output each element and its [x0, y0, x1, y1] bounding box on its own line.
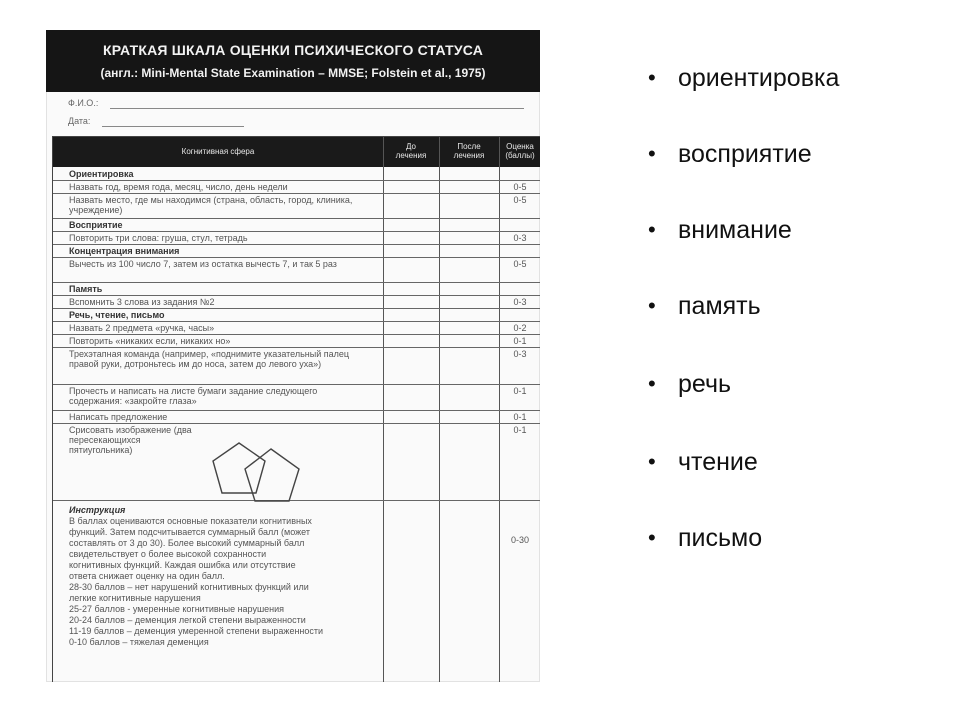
- bullet-item: [648, 442, 948, 482]
- row-score: 0-5: [513, 195, 527, 205]
- row-text: Вспомнить 3 слова из задания №2: [69, 297, 215, 307]
- table-row: [53, 411, 540, 424]
- instruction-line: функций. Затем подсчитывается суммарный балл (может: [69, 527, 310, 537]
- instruction-line: 11-19 баллов – деменция умеренной степени выраженности: [69, 626, 324, 636]
- instruction-line: когнитивных функций. Каждая ошибка или отсутствие: [69, 560, 296, 570]
- bullet-label: речь: [678, 370, 732, 398]
- row-score: 0-1: [513, 425, 527, 435]
- table-row: [53, 385, 540, 411]
- instruction-line: 20-24 баллов – деменция легкой степени выраженности: [69, 615, 306, 625]
- table-row: [53, 348, 540, 385]
- table-row: [53, 181, 540, 194]
- instruction-line: В баллах оцениваются основные показатели когнитивных: [69, 516, 312, 526]
- row-text: Память: [69, 284, 103, 294]
- instruction-block: [69, 505, 389, 648]
- instruction-line: составлять от 3 до 30). Более высокий суммарный балл: [69, 538, 305, 548]
- bullet-item: [648, 210, 948, 250]
- bullet-dot: •: [648, 65, 656, 90]
- row-text: Ориентировка: [69, 169, 134, 179]
- bullet-item: [648, 286, 948, 326]
- col-after-l1: После: [457, 142, 481, 151]
- pentagon-left: [213, 443, 265, 493]
- bullet-item: [648, 134, 948, 174]
- bullet-dot: •: [648, 449, 656, 474]
- row-text: Назвать год, время года, месяц, число, день недели: [69, 182, 288, 192]
- row-score: 0-3: [513, 297, 527, 307]
- table-row: [53, 296, 540, 309]
- table-row: [53, 322, 540, 335]
- form-header: [46, 30, 540, 92]
- row-score: 0-1: [513, 336, 527, 346]
- col-domain: Когнитивная сфера: [181, 147, 255, 156]
- row-score: 0-1: [513, 386, 527, 396]
- table-row: [53, 309, 540, 322]
- table-row: [53, 258, 540, 283]
- col-score: [499, 137, 540, 172]
- row-text: Срисовать изображение (два пересекающихся пятиугольника): [69, 425, 192, 455]
- table-row: [53, 219, 540, 232]
- instruction-line: легкие когнитивные нарушения: [69, 593, 201, 603]
- mmse-table: [52, 136, 540, 682]
- instruction-score: 0-30: [510, 535, 529, 545]
- row-text: Назвать 2 предмета «ручка, часы»: [69, 323, 215, 333]
- row-text: Речь, чтение, письмо: [69, 310, 165, 320]
- row-text: Вычесть из 100 число 7, затем из остатка вычесть 7, и так 5 раз: [69, 259, 337, 269]
- table-header: [53, 137, 540, 167]
- col-score-l1: Оценка: [506, 142, 534, 151]
- col-before-l1: До: [406, 142, 416, 151]
- row-text: Назвать место, где мы находимся (страна, область, город, клиника, учреждение): [69, 195, 353, 215]
- table-row: [53, 283, 540, 296]
- bullet-dot: •: [648, 141, 656, 166]
- instruction-line: свидетельствует о более высокой сохранности: [69, 549, 267, 559]
- table-row: [53, 168, 540, 181]
- bullet-dot: •: [648, 217, 656, 242]
- bullet-label: чтение: [678, 448, 758, 476]
- bullet-item: [648, 518, 948, 558]
- fio-line: [110, 108, 524, 109]
- row-text: Повторить «никаких если, никаких но»: [69, 336, 231, 346]
- date-line: [102, 126, 244, 127]
- instruction-line: ответа снижает оценку на один балл.: [69, 571, 225, 581]
- form-subtitle: (англ.: Mini-Mental State Examination – MMSE; Folstein et al., 1975): [100, 66, 486, 80]
- bullet-label: письмо: [678, 524, 763, 552]
- date-label: Дата:: [68, 116, 91, 126]
- bullet-label: внимание: [678, 216, 792, 244]
- bullet-dot: •: [648, 371, 656, 396]
- bullet-label: память: [678, 292, 761, 320]
- intersecting-pentagons-figure: [209, 439, 309, 509]
- bullet-item: [648, 364, 948, 404]
- instruction-line: 0-10 баллов – тяжелая деменция: [69, 637, 209, 647]
- table-row: [53, 335, 540, 348]
- form-title: КРАТКАЯ ШКАЛА ОЦЕНКИ ПСИХИЧЕСКОГО СТАТУСА: [102, 42, 484, 58]
- row-score: 0-5: [513, 182, 527, 192]
- row-text: Повторить три слова: груша, стул, тетрадь: [69, 233, 248, 243]
- row-text: Концентрация внимания: [69, 246, 180, 256]
- instruction-line: 25-27 баллов - умеренные когнитивные нарушения: [69, 604, 285, 614]
- col-after: [439, 137, 499, 172]
- pentagon-right: [245, 449, 299, 501]
- row-score: 0-2: [513, 323, 527, 333]
- row-text: Прочесть и написать на листе бумаги задание следующего содержания: «закройте глаза»: [69, 386, 318, 406]
- bullet-label: восприятие: [678, 140, 812, 168]
- instruction-heading: Инструкция: [69, 505, 126, 515]
- instruction-line: 28-30 баллов – нет нарушений когнитивных функций или: [69, 582, 309, 592]
- row-score: 0-3: [513, 349, 527, 359]
- bullet-dot: •: [648, 293, 656, 318]
- col-after-l2: лечения: [453, 151, 485, 160]
- table-row: [53, 245, 540, 258]
- table-row: [53, 232, 540, 245]
- row-score: 0-5: [513, 259, 527, 269]
- row-score: 0-1: [513, 412, 527, 422]
- bullet-label: ориентировка: [678, 64, 840, 92]
- bullet-dot: •: [648, 525, 656, 550]
- fio-label: Ф.И.О.:: [68, 98, 99, 108]
- mmse-form-scan: [46, 30, 540, 682]
- bullet-item: [648, 58, 948, 98]
- row-text: Восприятие: [69, 220, 123, 230]
- table-row: [53, 194, 540, 219]
- row-text: Написать предложение: [69, 412, 168, 422]
- row-text: Трехэтапная команда (например, «поднимите указательный палец правой руки, дотроньтесь им до носа, затем до левого уха»): [69, 349, 350, 369]
- col-before: [383, 137, 439, 172]
- col-score-l2: (баллы): [505, 151, 535, 160]
- row-score: 0-3: [513, 233, 527, 243]
- col-before-l2: лечения: [395, 151, 427, 160]
